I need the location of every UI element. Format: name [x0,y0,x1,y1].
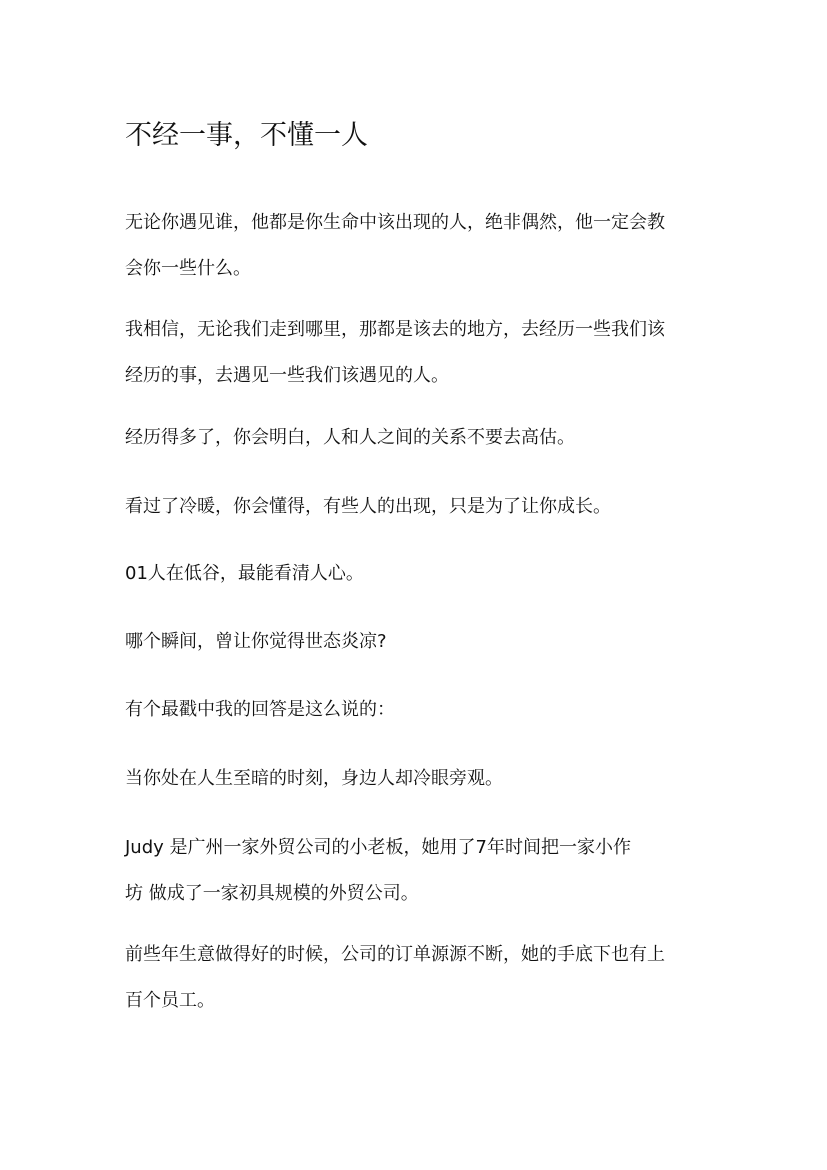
paragraph-line: 哪个瞬间，曾让你觉得世态炎凉? [125,631,387,652]
paragraph-line: 01人在低谷，最能看清人心。 [125,563,364,584]
paragraph [125,415,725,461]
paragraph [125,619,725,665]
paragraph-line: 无论你遇见谁，他都是你生命中该出现的人，绝非偶然，他一定会教 [125,212,665,233]
paragraph [125,551,725,597]
paragraph-line: 经历得多了，你会明白，人和人之间的关系不要去高估。 [125,427,575,448]
paragraph-line: 经历的事，去遇见一些我们该遇见的人。 [125,365,449,386]
paragraph [125,307,725,399]
paragraph-line: 我相信，无论我们走到哪里，那都是该去的地方，去经历一些我们该 [125,319,665,340]
paragraph [125,687,725,733]
paragraph [125,825,725,917]
paragraph-line: 百个员工。 [125,990,215,1011]
paragraph-line: 当你处在人生至暗的时刻，身边人却冷眼旁观。 [125,768,503,789]
paragraph [125,484,725,530]
paragraph-line: 前些年生意做得好的时候，公司的订单源源不断，她的手底下也有上 [125,944,665,965]
paragraph [125,200,725,292]
paragraph-line: 坊 做成了一家初具规模的外贸公司。 [125,883,419,904]
paragraph-line: 有个最戳中我的回答是这么说的： [125,699,395,720]
paragraph-line: Judy 是广州一家外贸公司的小老板，她用了7年时间把一家小作 [125,837,631,858]
paragraph-line: 看过了冷暖，你会懂得，有些人的出现，只是为了让你成长。 [125,496,611,517]
page-title: 不经一事，不懂一人 [125,120,368,151]
paragraph [125,756,725,802]
paragraph-line: 会你一些什么。 [125,258,251,279]
paragraph [125,932,725,1024]
